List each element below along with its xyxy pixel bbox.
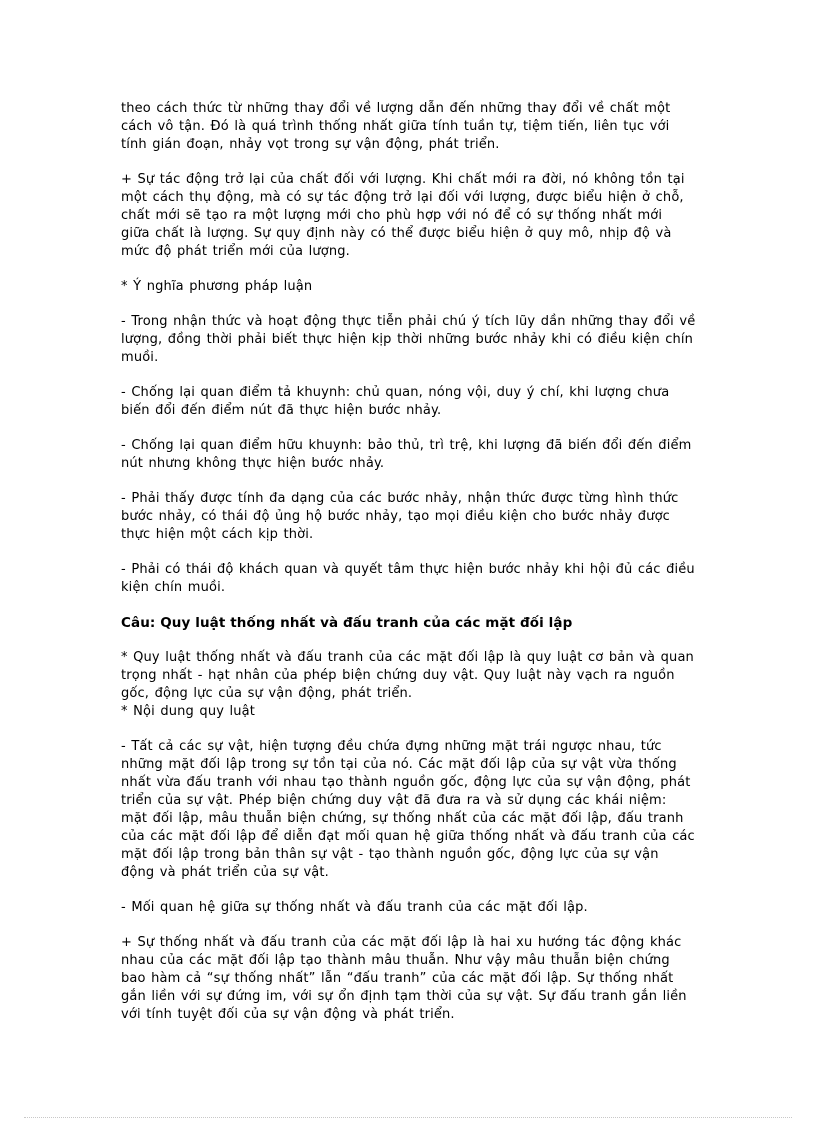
paragraph-content-title: * Nội dung quy luật [121, 704, 256, 719]
document-body [121, 100, 696, 1041]
paragraph-methodology-1: - Trong nhận thức và hoạt động thực tiễn phải chú ý tích lũy dần những thay đổi về lượng, đồng thời phải biết thực hiện kịp thời những bước nhảy khi có điều kiện chín muồi. [121, 314, 696, 365]
paragraph-methodology-5: - Phải có thái độ khách quan và quyết tâm thực hiện bước nhảy khi hội đủ các điều kiện chín muồi. [121, 562, 695, 595]
paragraph-quality-feedback: + Sự tác động trở lại của chất đối với lượng. Khi chất mới ra đời, nó không tồn tại một cách thụ động, mà có sự tác động trở lại đối với lượng, được biểu hiện ở chỗ, chất mới sẽ tạo ra một lượng mới cho phù hợp với nó để có sự thống nhất mới giữa chất là lượng. Sự quy định này có thể được biểu hiện ở quy mô, nhịp độ và mức độ phát triển mới của lượng. [121, 172, 685, 259]
paragraph-content-3: + Sự thống nhất và đấu tranh của các mặt đối lập là hai xu hướng tác động khác nhau của các mặt đối lập tạo thành mâu thuẫn. Như vậy mâu thuẫn biện chứng bao hàm cả “sự thống nhất” lẫn “đấu tranh” của các mặt đối lập. Sự thống nhất gắn liền với sự đứng im, với sự ổn định tạm thời của sự vật. Sự đấu tranh gắn liền với tính tuyệt đối của sự vận động và phát triển. [121, 935, 687, 1022]
section-heading: Câu: Quy luật thống nhất và đấu tranh của các mặt đối lập [121, 615, 573, 631]
paragraph-methodology-4: - Phải thấy được tính đa dạng của các bước nhảy, nhận thức được từng hình thức bước nhảy, có thái độ ủng hộ bước nhảy, tạo mọi điều kiện cho bước nhảy được thực hiện một cách kịp thời. [121, 491, 679, 542]
paragraph-content-1: - Tất cả các sự vật, hiện tượng đều chứa đựng những mặt trái ngược nhau, tức những mặt đối lập trong sự tồn tại của nó. Các mặt đối lập của sự vật vừa thống nhất vừa đấu tranh với nhau tạo thành nguồn gốc, động lực của sự vận động, phát triển của sự vật. Phép biện chứng duy vật đã đưa ra và sử dụng các khái niệm: mặt đối lập, mâu thuẫn biện chứng, sự thống nhất của các mặt đối lập, đấu tranh của các mặt đối lập để diễn đạt mối quan hệ giữa thống nhất và đấu tranh của các mặt đối lập trong bản thân sự vật - tạo thành nguồn gốc, động lực của sự vận động và phát triển của sự vật. [121, 739, 695, 880]
paragraph-methodology-3: - Chống lại quan điểm hữu khuynh: bảo thủ, trì trệ, khi lượng đã biến đổi đến điểm nút nhưng không thực hiện bước nhảy. [121, 438, 692, 471]
paragraph-content-2: - Mối quan hệ giữa sự thống nhất và đấu tranh của các mặt đối lập. [121, 900, 588, 915]
page-bottom-divider [24, 1117, 792, 1118]
paragraph-methodology-2: - Chống lại quan điểm tả khuynh: chủ quan, nóng vội, duy ý chí, khi lượng chưa biến đổi đến điểm nút đã thực hiện bước nhảy. [121, 385, 670, 418]
paragraph-methodology-title: * Ý nghĩa phương pháp luận [121, 279, 313, 294]
paragraph-continuation: theo cách thức từ những thay đổi về lượng dẫn đến những thay đổi về chất một cách vô tận. Đó là quá trình thống nhất giữa tính tuần tự, tiệm tiến, liên tục với tính gián đoạn, nhảy vọt trong sự vận động, phát triển. [121, 101, 671, 152]
paragraph-law-definition: * Quy luật thống nhất và đấu tranh của các mặt đối lập là quy luật cơ bản và quan trọng nhất - hạt nhân của phép biện chứng duy vật. Quy luật này vạch ra nguồn gốc, động lực của sự vận động, phát triển. [121, 650, 694, 701]
